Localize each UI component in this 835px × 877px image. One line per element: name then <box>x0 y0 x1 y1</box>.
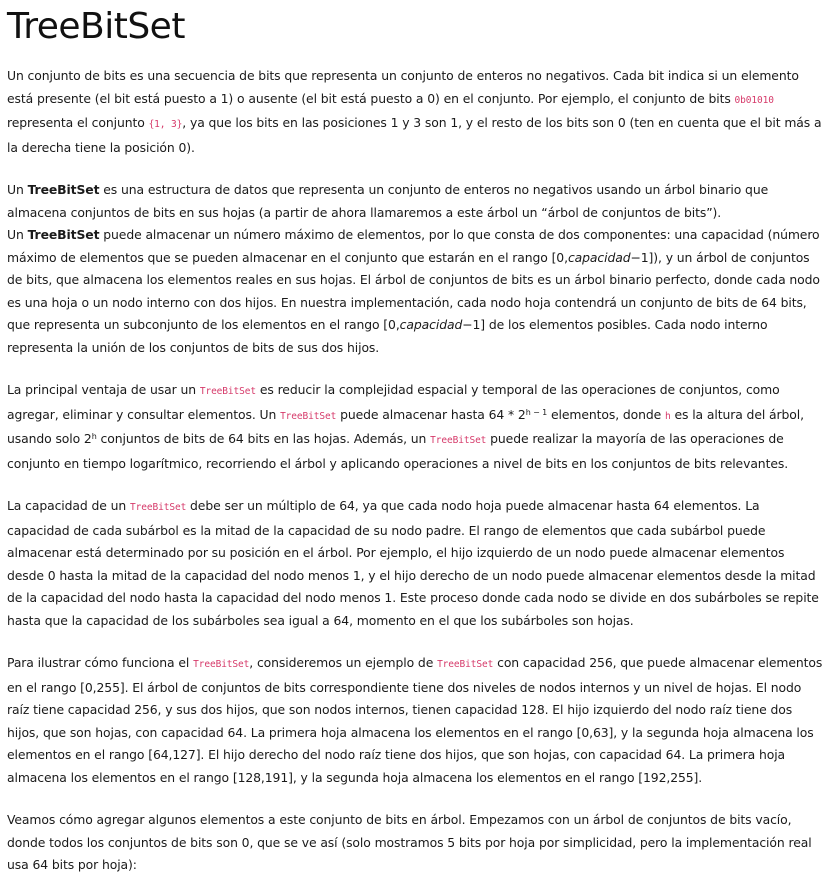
paragraph-advantages: La principal ventaja de usar un TreeBitSet es reducir la complejidad espacial y temporal de las operaciones de conjuntos, como agregar, eliminar y consultar elementos. Un TreeBitSet puede almacenar hasta $64 * 2^{h - 1}$ elementos, donde h es la altura del árbol, usando solo 2$^h$ conjuntos de bits de 64 bits en las hojas. Además, un TreeBitSet puede realizar la mayoría de las operaciones de conjunto en tiempo logarítmico, recorriendo el árbol y aplicando operaciones a nivel de bits en los conjuntos de bits relevantes. <box>7 382 804 471</box>
inline-code: TreeBitSet <box>199 386 257 397</box>
inline-code-set: {1, 3} <box>148 119 183 130</box>
paragraph-treebitset-definition: Un TreeBitSet es una estructura de datos que representa un conjunto de enteros no negativos usando un árbol binario que almacena conjuntos de bits en sus hojas (a partir de ahora llamaremos a este árbol un “árbol de conjuntos de bits”). Un TreeBitSet puede almacenar un número máximo de elementos, por lo que consta de dos componentes: una capacidad (número máximo de elementos que se pueden almacenar en el conjunto que estarán en el rango [0,capacidad−1]), y un árbol de conjuntos de bits, que almacena los elementos reales en sus hojas. El árbol de conjuntos de bits es un árbol binario perfecto, donde cada nodo es una hoja o un nodo interno con dos hijos. En nuestra implementación, cada nodo hoja contendrá un conjunto de bits de 64 bits, que representa un subconjunto de los elementos en el rango [0,capacidad−1] de los elementos posibles. Cada nodo interno representa la unión de los conjuntos de bits de sus dos hijos. <box>7 182 820 355</box>
inline-code: h <box>665 410 671 422</box>
inline-code: TreeBitSet <box>130 502 187 513</box>
paragraph-bitset-intro: Un conjunto de bits es una secuencia de bits que representa un conjunto de enteros no negativos. Cada bit indica si un elemento está presente (el bit está puesto a 1) o ausente (el bit está puesto a 0) en el conjunto. Por ejemplo, el conjunto de bits 0b01010 representa el conjunto {1, 3}, ya que los bits en las posiciones 1 y 3 son 1, y el resto de los bits son 0 (ten en cuenta que el bit más a la derecha tiene la posición 0). <box>7 68 822 155</box>
bold-term: TreeBitSet <box>27 182 100 197</box>
italic-term: capacidad <box>567 249 631 265</box>
bold-term: TreeBitSet <box>27 227 100 242</box>
paragraph-example: Para ilustrar cómo funciona el TreeBitSet, consideremos un ejemplo de TreeBitSet con capacidad 256, que puede almacenar elementos en el rango [0,255]. El árbol de conjuntos de bits correspondiente tiene dos niveles de nodos internos y un nivel de hojas. El nodo raíz tiene capacidad 256, y sus dos hijos, que son nodos internos, tienen capacidad 128. El hijo izquierdo del nodo raíz tiene dos hijos, que son hojas, con capacidad 64. La primera hoja almacena los elementos en el rango [0,63], y la segunda hoja almacena los elementos en el rango [64,127]. El hijo derecho del nodo raíz tiene dos hijos, que son hojas, con capacidad 64. La primera hoja almacena los elementos en el rango [128,191], y la segunda hoja almacena los elementos en el rango [192,255]. <box>7 655 823 785</box>
inline-code: TreeBitSet <box>280 410 337 422</box>
inline-code: TreeBitSet <box>430 435 487 446</box>
superscript: h <box>91 432 97 441</box>
italic-term: capacidad <box>399 317 463 332</box>
paragraph-capacity: La capacidad de un TreeBitSet debe ser un múltiplo de 64, ya que cada nodo hoja puede almacenar hasta 64 elementos. La capacidad de cada subárbol es la mitad de la capacidad de su nodo padre. El rango de elementos que cada subárbol puede almacenar está determinado por su posición en el árbol. Por ejemplo, el hijo izquierdo de un nodo puede almacenar elementos desde 0 hasta la mitad de la capacidad del nodo menos 1, y el hijo derecho de un nodo puede almacenar elementos desde la mitad de la capacidad del nodo hasta la capacidad del nodo menos 1. Este proceso donde cada nodo se divide en dos subárboles se repite hasta que la capacidad de los subárboles sea igual a 64, momento en el que los subárboles son hojas. <box>7 498 819 628</box>
inline-code: TreeBitSet <box>193 659 250 670</box>
page-title: TreeBitSet <box>7 6 185 47</box>
superscript: h − 1 <box>525 407 548 417</box>
inline-code-binary: 0b01010 <box>734 94 774 106</box>
inline-code: TreeBitSet <box>437 659 494 670</box>
paragraph-adding-elements: Veamos cómo agregar algunos elementos a este conjunto de bits en árbol. Empezamos con un árbol de conjuntos de bits vacío, donde todos los conjuntos de bits son 0, que se ve así (solo mostramos 5 bits por hoja por simplicidad, pero la implementación real usa 64 bits por hoja): <box>7 812 812 872</box>
